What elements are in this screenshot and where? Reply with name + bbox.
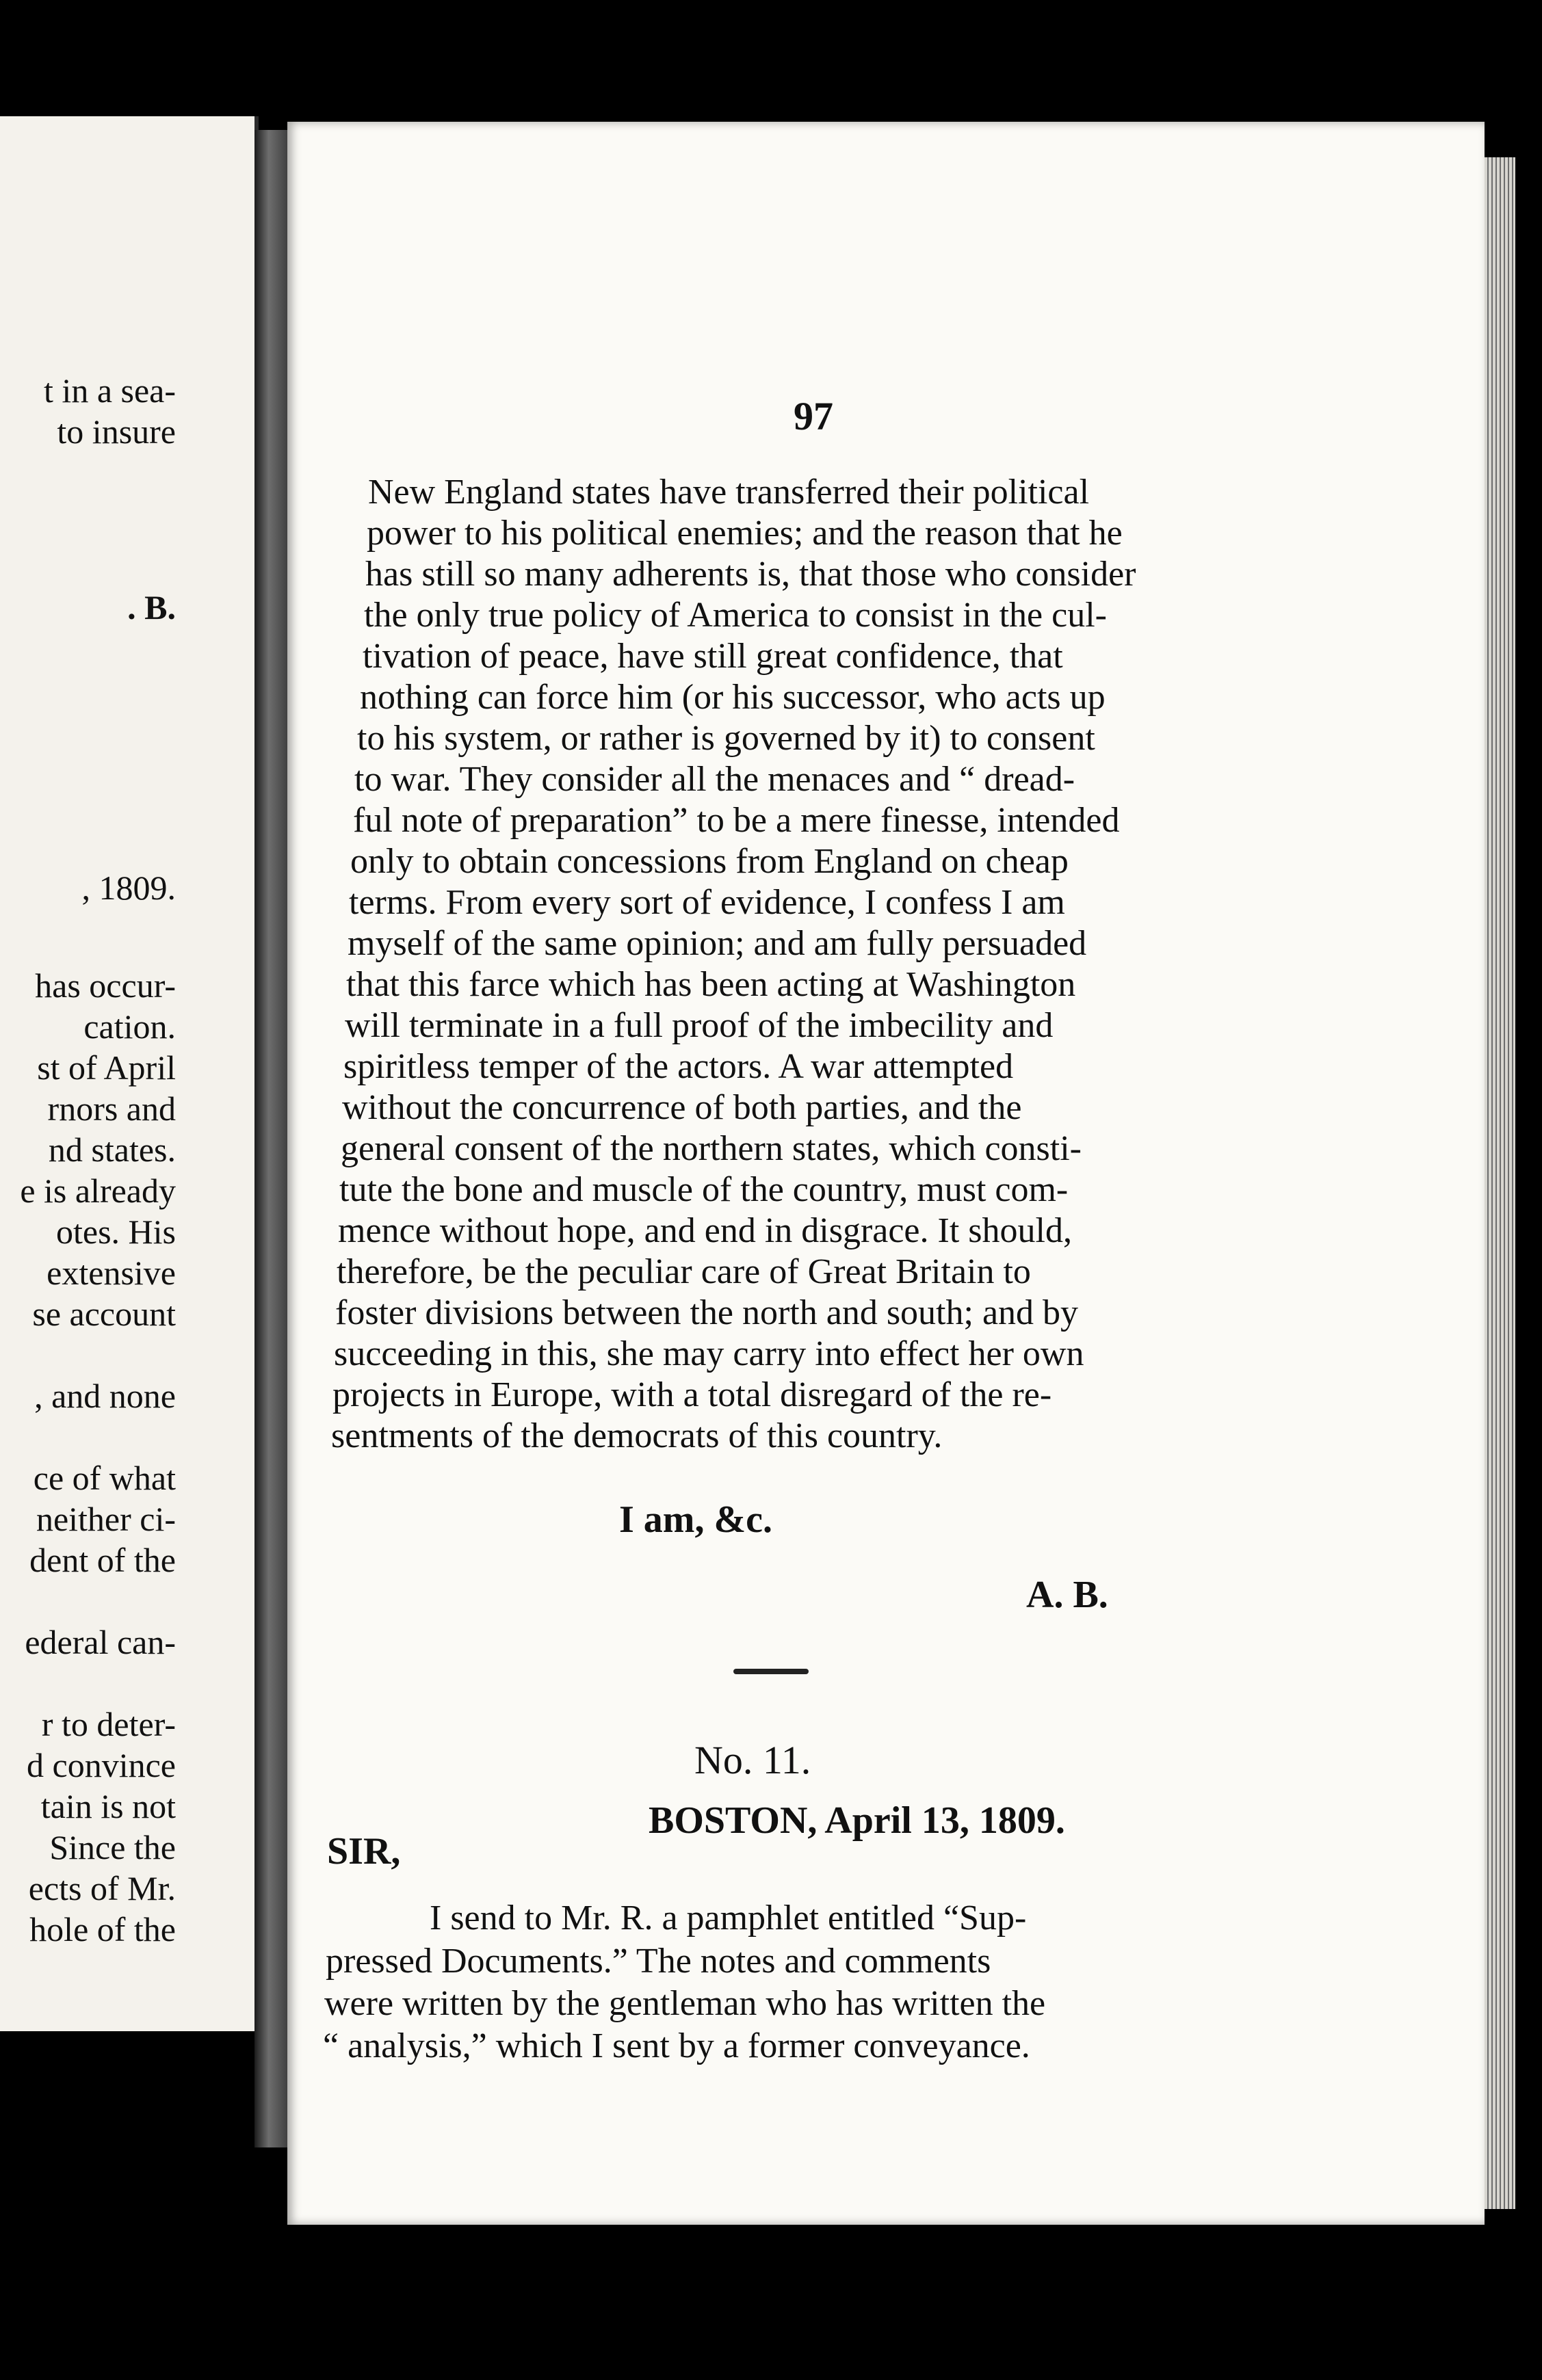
left-facing-page [0,116,259,2031]
left-text-line: ce of what [33,1459,176,1497]
left-text-line: Since the [49,1828,176,1866]
page-edge [1485,157,1515,2209]
letter-line: “ analysis,” which I sent by a former conveyance. [323,2026,1030,2065]
body-line: foster divisions between the north and south; and by [335,1293,1079,1332]
letter-closing: I am, &c. [619,1498,772,1541]
left-text-line: hole of the [29,1910,176,1948]
section-divider [733,1669,809,1674]
left-text-line: cation. [83,1007,176,1046]
body-line: only to obtain concessions from England on cheap [350,842,1069,881]
left-text-line: otes. His [56,1213,176,1251]
body-line: succeeding in this, she may carry into effect her own [334,1334,1084,1373]
body-line: tute the bone and muscle of the country, must com- [339,1170,1069,1209]
left-text-line: nd states. [48,1130,176,1169]
left-text-line: e is already [20,1172,176,1210]
body-line: nothing can force him (or his successor, who acts up [360,678,1106,717]
left-text-line: tain is not [40,1787,176,1825]
left-text-line: dent of the [29,1541,176,1579]
left-text-line: ederal can- [25,1623,176,1661]
left-text-line: to insure [57,412,176,451]
dateline: BOSTON, April 13, 1809. [649,1799,1065,1842]
salutation: SIR, [327,1830,401,1873]
body-line: projects in Europe, with a total disregard of the re- [332,1375,1052,1414]
body-line: to his system, or rather is governed by it) to consent [357,719,1095,758]
body-line: terms. From every sort of evidence, I confess I am [349,883,1065,922]
letter-line: pressed Documents.” The notes and comments [326,1942,991,1981]
left-text-line: neither ci- [36,1500,176,1538]
letter-line: were written by the gentleman who has written the [324,1984,1046,2023]
section-number: No. 11. [694,1738,811,1782]
body-line: mence without hope, and end in disgrace. It should, [338,1211,1072,1250]
left-text-line: . B. [127,588,176,626]
letter-line: I send to Mr. R. a pamphlet entitled “Sup- [430,1899,1027,1938]
left-text-line: d convince [27,1746,176,1784]
left-text-line: se account [32,1295,176,1333]
body-line: myself of the same opinion; and am fully persuaded [348,924,1087,963]
left-text-line: st of April [37,1048,176,1087]
book-gutter [254,130,290,2147]
left-text-line: extensive [47,1254,176,1292]
body-line: the only true policy of America to consist in the cul- [364,596,1107,635]
left-text-line: , 1809. [81,869,176,907]
body-line: has still so many adherents is, that those who consider [365,555,1136,594]
body-line: without the concurrence of both parties, and the [342,1088,1022,1127]
body-line: general consent of the northern states, which consti- [341,1129,1082,1168]
left-text-line: has occur- [35,966,176,1005]
body-line: will terminate in a full proof of the imbecility and [345,1006,1054,1045]
left-text-line: r to deter- [41,1705,176,1743]
signature: A. B. [1026,1574,1108,1616]
body-line: sentments of the democrats of this country. [331,1416,943,1455]
left-text-line: t in a sea- [44,371,176,410]
left-text-line: , and none [34,1377,176,1415]
body-line: spiritless temper of the actors. A war attempted [343,1047,1014,1086]
body-line: to war. They consider all the menaces and “ dread- [354,760,1075,799]
page-number: 97 [794,394,833,438]
body-line: tivation of peace, have still great confidence, that [363,637,1063,676]
body-line: power to his political enemies; and the reason that he [367,514,1123,553]
body-line: ful note of preparation” to be a mere finesse, intended [353,801,1120,840]
body-line: that this farce which has been acting at Washington [346,965,1076,1004]
left-text-line: rnors and [47,1089,176,1128]
body-line: therefore, be the peculiar care of Great Britain to [337,1252,1031,1291]
left-text-line: ects of Mr. [28,1869,176,1907]
body-line: New England states have transferred their political [368,473,1090,512]
